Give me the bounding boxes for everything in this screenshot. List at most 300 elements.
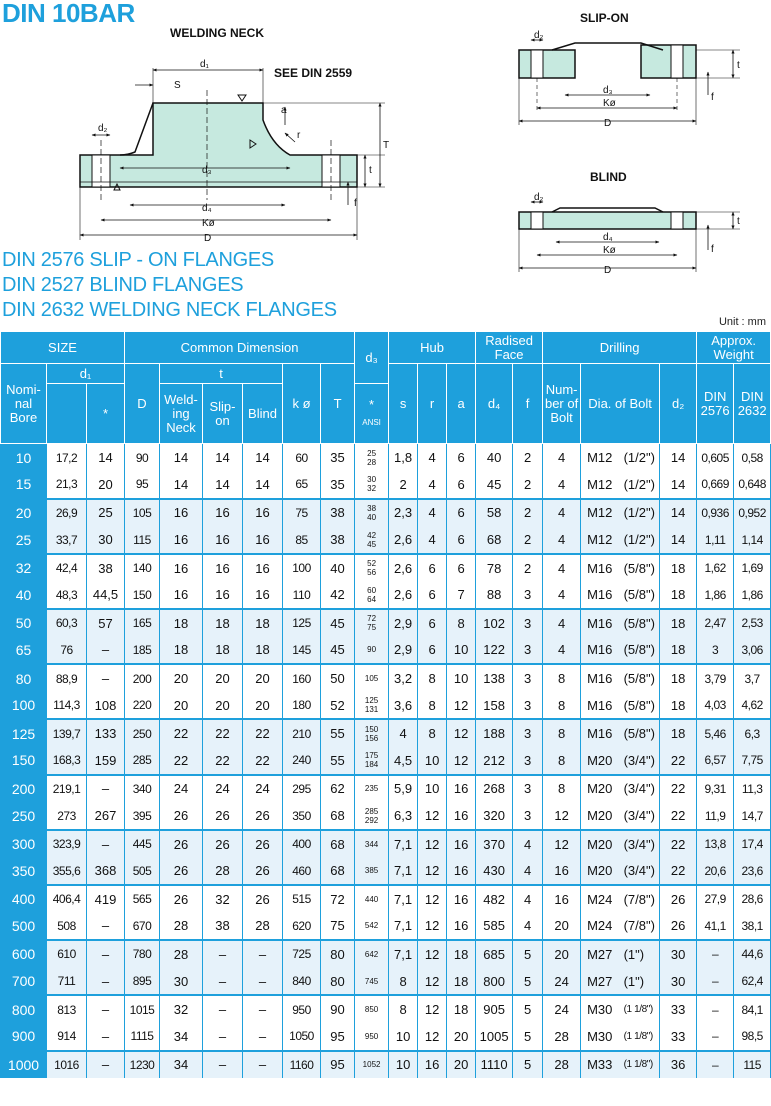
cell-s: 7,1 (389, 857, 418, 885)
cell-w1: 27,9 (697, 885, 734, 913)
cell-d3 (355, 664, 389, 692)
cell-tb: 16 (243, 526, 283, 554)
table-row (1, 499, 771, 527)
cell-d4: 88 (476, 581, 513, 609)
cell-a: 6 (447, 554, 476, 582)
cell-w2: 7,75 (734, 747, 771, 775)
cell-k: 840 (283, 968, 321, 996)
cell-m: M12 (581, 526, 620, 554)
cell-a: 6 (447, 526, 476, 554)
cell-D: 505 (125, 857, 160, 885)
cell-n: 20 (543, 913, 581, 941)
cell-w2: 6,3 (734, 719, 771, 747)
cell-w2: 0,58 (734, 444, 771, 472)
so-label-d3: d₃ (603, 85, 613, 96)
header-w2632: DIN 2632 (734, 364, 771, 444)
cell-ts: 14 (203, 471, 243, 499)
cell-w1: 1,62 (697, 554, 734, 582)
cell-in: (5/8") (620, 664, 660, 692)
table-row (1, 1023, 771, 1051)
cell-d1a: 21,3 (47, 471, 87, 499)
cell-w2: 11,3 (734, 775, 771, 803)
cell-s: 2,3 (389, 499, 418, 527)
cell-a: 16 (447, 857, 476, 885)
cell-f: 3 (513, 664, 543, 692)
cell-in: (5/8") (620, 719, 660, 747)
cell-d2: 14 (660, 444, 697, 472)
cell-in: (5/8") (620, 609, 660, 637)
cell-d3-value: 90 (367, 645, 377, 655)
cell-n: 8 (543, 747, 581, 775)
cell-bore: 800 (1, 995, 47, 1023)
cell-T: 80 (321, 940, 355, 968)
cell-ts: 16 (203, 499, 243, 527)
cell-D: 105 (125, 499, 160, 527)
cell-d1b: 14 (87, 444, 125, 472)
cell-s: 2,9 (389, 637, 418, 665)
cell-d1a: 48,3 (47, 581, 87, 609)
cell-k: 75 (283, 499, 321, 527)
cell-ts: 38 (203, 913, 243, 941)
cell-T: 38 (321, 526, 355, 554)
cell-in: (1 1/8") (620, 995, 660, 1023)
cell-w2: 14,7 (734, 802, 771, 830)
table-row (1, 664, 771, 692)
cell-D: 565 (125, 885, 160, 913)
cell-d4: 685 (476, 940, 513, 968)
table-row (1, 995, 771, 1023)
cell-d2: 14 (660, 471, 697, 499)
cell-tw: 26 (160, 802, 203, 830)
cell-d4: 585 (476, 913, 513, 941)
cell-d2: 22 (660, 802, 697, 830)
cell-d3-value-2: 64 (367, 594, 377, 604)
table-row (1, 637, 771, 665)
cell-d3-value: 42 (367, 530, 377, 540)
cell-in: (5/8") (620, 581, 660, 609)
cell-k: 950 (283, 995, 321, 1023)
cell-d1b: – (87, 913, 125, 941)
cell-m: M27 (581, 940, 620, 968)
cell-T: 95 (321, 1051, 355, 1079)
cell-n: 28 (543, 1051, 581, 1079)
cell-tb: 22 (243, 747, 283, 775)
cell-d3 (355, 581, 389, 609)
cell-k: 125 (283, 609, 321, 637)
cell-d1a: 711 (47, 968, 87, 996)
cell-k: 240 (283, 747, 321, 775)
cell-w1: 3 (697, 637, 734, 665)
cell-r: 12 (418, 1023, 447, 1051)
cell-d3-value: 60 (367, 585, 377, 595)
cell-T: 62 (321, 775, 355, 803)
cell-tw: 18 (160, 637, 203, 665)
header-T: T (321, 364, 355, 444)
bl-label-d4: d₄ (603, 232, 613, 243)
cell-f: 2 (513, 554, 543, 582)
so-label-D: D (604, 118, 612, 129)
cell-d3-value: 745 (364, 976, 379, 986)
cell-tw: 26 (160, 857, 203, 885)
header-d2: d₂ (660, 364, 697, 444)
table-row (1, 775, 771, 803)
cell-r: 6 (418, 581, 447, 609)
wn-label-D: D (204, 233, 212, 244)
cell-a: 6 (447, 471, 476, 499)
bl-label-D: D (604, 265, 612, 276)
cell-D: 395 (125, 802, 160, 830)
page-title: DIN 10BAR (2, 0, 135, 28)
cell-m: M20 (581, 830, 620, 858)
subtitle-blind: DIN 2527 BLIND FLANGES (2, 274, 244, 296)
cell-d3 (355, 995, 389, 1023)
bl-label-f: f (711, 244, 714, 255)
cell-r: 12 (418, 802, 447, 830)
cell-k: 725 (283, 940, 321, 968)
cell-d2: 33 (660, 1023, 697, 1051)
cell-in: (1") (620, 968, 660, 996)
header-d1-a (47, 384, 87, 444)
cell-s: 10 (389, 1023, 418, 1051)
bl-label-t: t (737, 216, 740, 227)
header-dia: Dia. of Bolt (581, 364, 660, 444)
wn-label-d2: d₂ (98, 123, 108, 134)
welding-neck-drawing (80, 68, 385, 240)
welding-neck-title: WELDING NECK (170, 26, 264, 40)
cell-r: 6 (418, 609, 447, 637)
cell-d2: 22 (660, 830, 697, 858)
cell-bore: 32 (1, 554, 47, 582)
cell-d2: 22 (660, 857, 697, 885)
cell-bore: 1000 (1, 1051, 47, 1079)
table-row (1, 885, 771, 913)
cell-tb: 14 (243, 471, 283, 499)
cell-k: 515 (283, 885, 321, 913)
cell-in: (1/2") (620, 499, 660, 527)
cell-bore: 50 (1, 609, 47, 637)
table-row (1, 471, 771, 499)
bl-label-k: Kø (603, 245, 616, 256)
cell-d1a: 114,3 (47, 692, 87, 720)
header-welding-neck: Weld- ing Neck (160, 384, 203, 444)
cell-w2: 17,4 (734, 830, 771, 858)
cell-w1: 1,86 (697, 581, 734, 609)
cell-bore: 350 (1, 857, 47, 885)
cell-d1b: 159 (87, 747, 125, 775)
cell-d3-value-2: 131 (364, 705, 379, 715)
cell-w1: 2,47 (697, 609, 734, 637)
cell-ts: 22 (203, 719, 243, 747)
cell-d3 (355, 471, 389, 499)
cell-w2: 28,6 (734, 885, 771, 913)
cell-D: 1015 (125, 995, 160, 1023)
cell-d3-value: 1052 (362, 1060, 381, 1070)
cell-bore: 400 (1, 885, 47, 913)
cell-r: 12 (418, 857, 447, 885)
cell-w2: 4,62 (734, 692, 771, 720)
cell-d2: 18 (660, 664, 697, 692)
cell-tb: – (243, 968, 283, 996)
cell-tw: 22 (160, 747, 203, 775)
cell-d1b: – (87, 995, 125, 1023)
cell-w2: 0,952 (734, 499, 771, 527)
cell-d2: 18 (660, 609, 697, 637)
cell-tb: 18 (243, 609, 283, 637)
table-row (1, 526, 771, 554)
cell-d3-value: 850 (364, 1005, 379, 1015)
cell-D: 90 (125, 444, 160, 472)
cell-a: 16 (447, 775, 476, 803)
cell-m: M16 (581, 554, 620, 582)
cell-k: 160 (283, 664, 321, 692)
cell-f: 3 (513, 637, 543, 665)
cell-d1a: 1016 (47, 1051, 87, 1079)
cell-d3 (355, 637, 389, 665)
cell-tb: – (243, 1051, 283, 1079)
cell-D: 895 (125, 968, 160, 996)
cell-in: (3/4") (620, 775, 660, 803)
wn-label-k: Kø (202, 218, 215, 229)
cell-d3-value-2: 156 (364, 733, 379, 743)
cell-tw: 16 (160, 581, 203, 609)
cell-f: 5 (513, 940, 543, 968)
cell-w2: 44,6 (734, 940, 771, 968)
cell-f: 5 (513, 1051, 543, 1079)
cell-d1b: 368 (87, 857, 125, 885)
cell-w2: 3,06 (734, 637, 771, 665)
cell-T: 90 (321, 995, 355, 1023)
table-row (1, 719, 771, 747)
cell-D: 340 (125, 775, 160, 803)
cell-d1a: 355,6 (47, 857, 87, 885)
cell-ts: 32 (203, 885, 243, 913)
cell-m: M16 (581, 609, 620, 637)
cell-D: 200 (125, 664, 160, 692)
cell-d3 (355, 554, 389, 582)
cell-tb: 26 (243, 830, 283, 858)
cell-w1: – (697, 968, 734, 996)
cell-d1a: 33,7 (47, 526, 87, 554)
cell-a: 10 (447, 664, 476, 692)
cell-w1: 6,57 (697, 747, 734, 775)
header-nominal-bore: Nomi- nal Bore (1, 364, 47, 444)
cell-in: (5/8") (620, 637, 660, 665)
cell-w2: 62,4 (734, 968, 771, 996)
cell-d2: 18 (660, 719, 697, 747)
table-row (1, 802, 771, 830)
cell-d4: 188 (476, 719, 513, 747)
cell-a: 12 (447, 719, 476, 747)
cell-s: 2,6 (389, 526, 418, 554)
cell-w2: 23,6 (734, 857, 771, 885)
cell-bore: 100 (1, 692, 47, 720)
cell-w2: 1,86 (734, 581, 771, 609)
cell-s: 4,5 (389, 747, 418, 775)
cell-d3-value-2: 75 (367, 623, 377, 633)
cell-tw: 24 (160, 775, 203, 803)
cell-s: 7,1 (389, 885, 418, 913)
cell-d3-value-2: 45 (367, 539, 377, 549)
header-size: SIZE (1, 332, 125, 364)
cell-m: M27 (581, 968, 620, 996)
cell-d1a: 168,3 (47, 747, 87, 775)
cell-f: 2 (513, 499, 543, 527)
wn-label-d3: d₃ (202, 165, 212, 176)
header-r: r (418, 364, 447, 444)
cell-d4: 800 (476, 968, 513, 996)
cell-w2: 3,7 (734, 664, 771, 692)
cell-r: 8 (418, 719, 447, 747)
cell-in: (5/8") (620, 692, 660, 720)
cell-d1a: 60,3 (47, 609, 87, 637)
cell-tw: 16 (160, 499, 203, 527)
cell-tw: 16 (160, 554, 203, 582)
cell-d1b: 267 (87, 802, 125, 830)
cell-d2: 30 (660, 968, 697, 996)
cell-f: 3 (513, 609, 543, 637)
cell-a: 6 (447, 499, 476, 527)
cell-f: 3 (513, 775, 543, 803)
cell-d1b: 25 (87, 499, 125, 527)
cell-d1b: 133 (87, 719, 125, 747)
wn-label-f: f (354, 198, 357, 209)
cell-w2: 38,1 (734, 913, 771, 941)
cell-f: 4 (513, 857, 543, 885)
cell-bore: 500 (1, 913, 47, 941)
cell-k: 85 (283, 526, 321, 554)
header-k: k ø (283, 364, 321, 444)
cell-d1b: – (87, 940, 125, 968)
cell-d1a: 323,9 (47, 830, 87, 858)
cell-d1b: – (87, 1051, 125, 1079)
cell-w1: 5,46 (697, 719, 734, 747)
cell-bore: 700 (1, 968, 47, 996)
cell-d3 (355, 775, 389, 803)
cell-ts: – (203, 968, 243, 996)
cell-k: 110 (283, 581, 321, 609)
cell-bore: 250 (1, 802, 47, 830)
cell-n: 24 (543, 995, 581, 1023)
cell-d3 (355, 444, 389, 472)
table-row (1, 747, 771, 775)
cell-tb: – (243, 1023, 283, 1051)
cell-d3-value: 344 (364, 839, 379, 849)
cell-d1a: 219,1 (47, 775, 87, 803)
cell-r: 12 (418, 940, 447, 968)
cell-n: 8 (543, 719, 581, 747)
so-label-k: Kø (603, 98, 616, 109)
cell-T: 95 (321, 1023, 355, 1051)
cell-w2: 84,1 (734, 995, 771, 1023)
table-row (1, 940, 771, 968)
cell-k: 100 (283, 554, 321, 582)
cell-w1: 0,605 (697, 444, 734, 472)
cell-a: 16 (447, 802, 476, 830)
cell-tw: 14 (160, 471, 203, 499)
cell-d3-value: 30 (367, 475, 377, 485)
cell-ts: 26 (203, 802, 243, 830)
cell-r: 8 (418, 664, 447, 692)
cell-s: 7,1 (389, 940, 418, 968)
standards-subtitles (2, 248, 337, 323)
cell-d1a: 17,2 (47, 444, 87, 472)
cell-d1b: 419 (87, 885, 125, 913)
cell-a: 12 (447, 692, 476, 720)
cell-n: 4 (543, 444, 581, 472)
cell-w1: – (697, 940, 734, 968)
cell-tw: 26 (160, 830, 203, 858)
cell-d1b: – (87, 664, 125, 692)
cell-d1a: 610 (47, 940, 87, 968)
cell-a: 12 (447, 747, 476, 775)
cell-w1: 20,6 (697, 857, 734, 885)
cell-m: M16 (581, 664, 620, 692)
header-face: Radised Face (476, 332, 543, 364)
cell-d4: 268 (476, 775, 513, 803)
cell-s: 3,6 (389, 692, 418, 720)
slip-on-drawing (519, 40, 740, 125)
header-t: t (160, 364, 283, 384)
cell-d2: 18 (660, 637, 697, 665)
cell-w1: 9,31 (697, 775, 734, 803)
header-d3-ansi: ANSI (362, 417, 381, 427)
cell-d3-value-2: 184 (364, 760, 379, 770)
cell-tb: – (243, 940, 283, 968)
cell-ts: 20 (203, 692, 243, 720)
cell-d1a: 88,9 (47, 664, 87, 692)
cell-k: 400 (283, 830, 321, 858)
cell-m: M20 (581, 857, 620, 885)
cell-ts: 22 (203, 747, 243, 775)
cell-m: M16 (581, 692, 620, 720)
cell-ts: 20 (203, 664, 243, 692)
cell-bore: 125 (1, 719, 47, 747)
cell-m: M20 (581, 775, 620, 803)
slip-on-title: SLIP-ON (580, 11, 629, 25)
cell-a: 18 (447, 995, 476, 1023)
table-row (1, 609, 771, 637)
cell-D: 1230 (125, 1051, 160, 1079)
cell-n: 4 (543, 526, 581, 554)
cell-d3-value: 25 (367, 448, 377, 458)
cell-d3 (355, 1051, 389, 1079)
cell-in: (1 1/8") (620, 1023, 660, 1051)
cell-a: 10 (447, 637, 476, 665)
cell-k: 460 (283, 857, 321, 885)
cell-d1b: – (87, 1023, 125, 1051)
cell-k: 620 (283, 913, 321, 941)
cell-r: 16 (418, 1051, 447, 1079)
header-f: f (513, 364, 543, 444)
cell-k: 1050 (283, 1023, 321, 1051)
cell-tb: 24 (243, 775, 283, 803)
cell-tw: 34 (160, 1051, 203, 1079)
cell-s: 7,1 (389, 913, 418, 941)
cell-s: 5,9 (389, 775, 418, 803)
cell-T: 38 (321, 499, 355, 527)
cell-s: 2,6 (389, 581, 418, 609)
cell-D: 285 (125, 747, 160, 775)
table-row (1, 554, 771, 582)
cell-d3-value-2: 56 (367, 568, 377, 578)
cell-n: 4 (543, 499, 581, 527)
cell-tb: 26 (243, 802, 283, 830)
cell-n: 28 (543, 1023, 581, 1051)
cell-d4: 1110 (476, 1051, 513, 1079)
cell-k: 350 (283, 802, 321, 830)
cell-d2: 26 (660, 913, 697, 941)
cell-n: 16 (543, 857, 581, 885)
